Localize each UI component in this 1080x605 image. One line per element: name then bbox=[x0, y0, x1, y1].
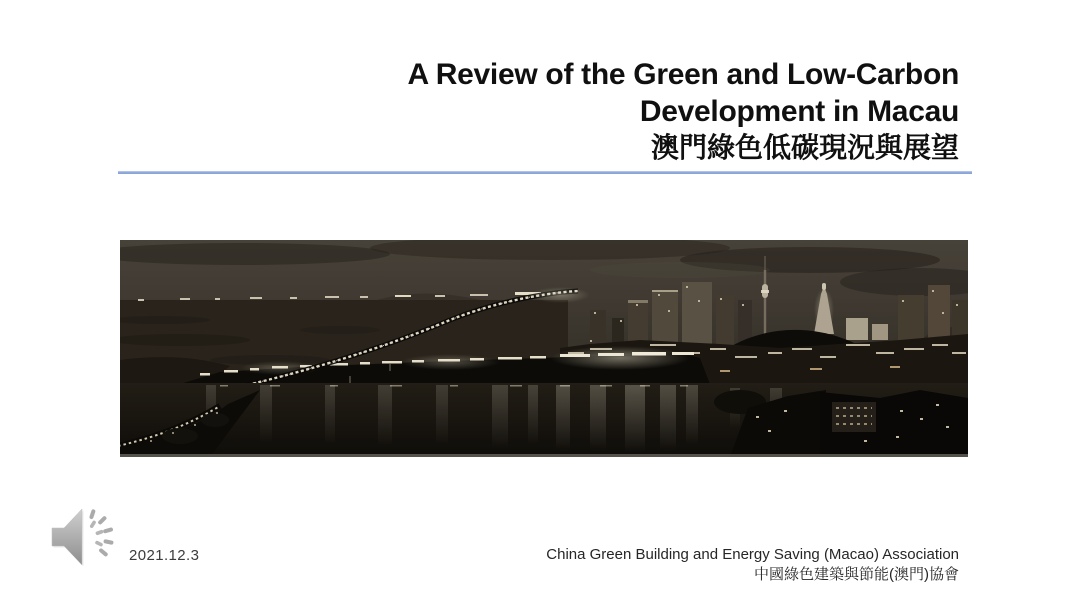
slide-title bbox=[408, 56, 959, 166]
title-divider-line bbox=[118, 171, 972, 174]
association-footer bbox=[546, 545, 959, 585]
title-line-1: A Review of the Green and Low-Carbon bbox=[407, 58, 959, 91]
slide-date: 2021.12.3 bbox=[129, 547, 200, 564]
title-line-3-chinese: 澳門綠色低碳現況與展望 bbox=[650, 132, 959, 163]
association-name-zh: 中國綠色建築與節能(澳門)協會 bbox=[754, 566, 959, 583]
speaker-icon bbox=[49, 505, 119, 569]
association-name-en: China Green Building and Energy Saving (Macao) Association bbox=[546, 546, 959, 563]
macau-skyline-illustration bbox=[120, 240, 968, 457]
audio-icon[interactable] bbox=[49, 505, 119, 569]
macau-night-panorama-photo bbox=[120, 240, 968, 457]
title-line-2: Development in Macau bbox=[639, 95, 959, 128]
sound-wave-dashes bbox=[89, 509, 114, 557]
